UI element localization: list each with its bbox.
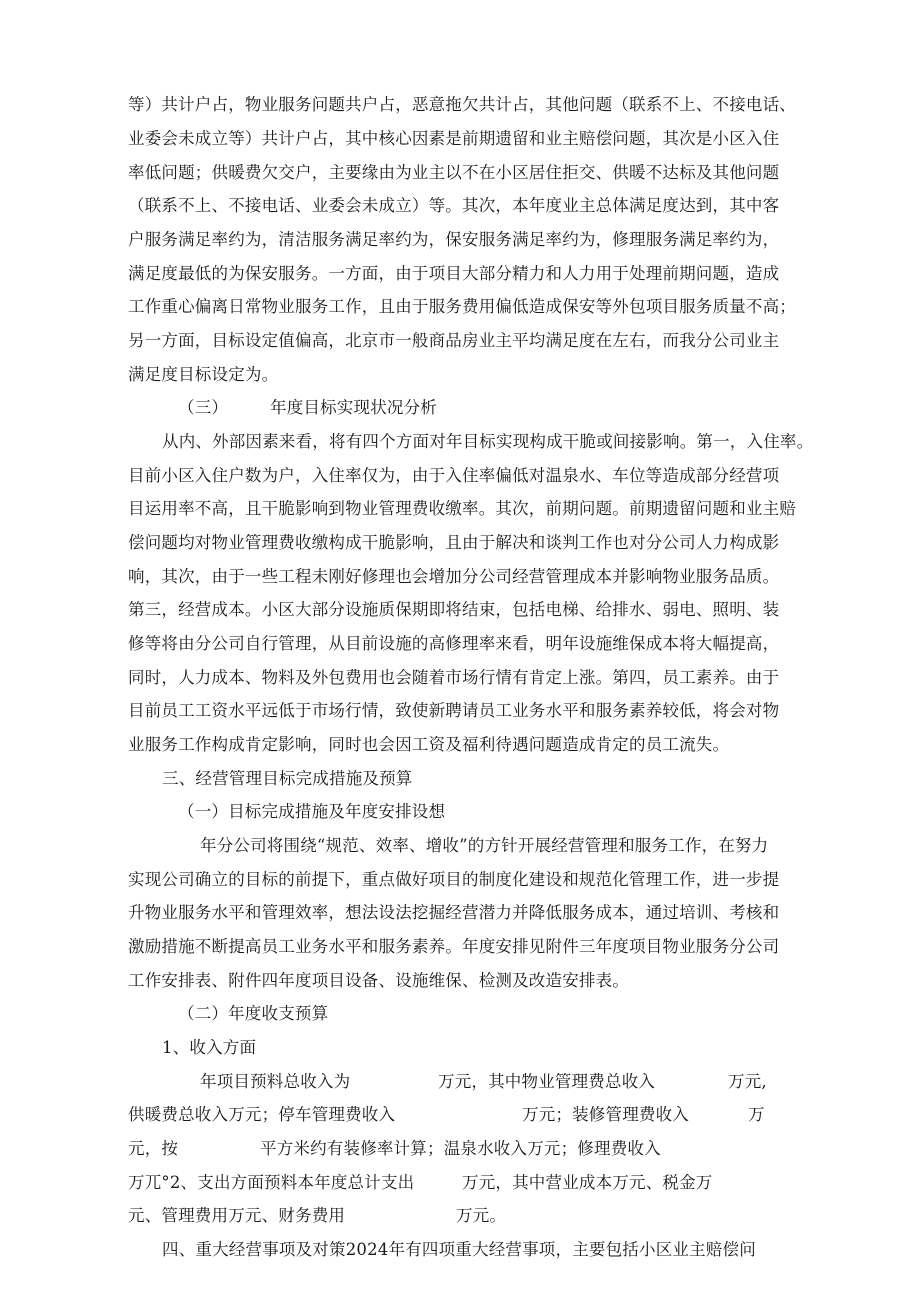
text-line: 目运用率不高，且干脆影响到物业管理费收缴率。其次，前期问题。前期遗留问题和业主赔 xyxy=(128,499,796,518)
text-line: 偿问题均对物业管理费收缴构成干脆影响，且由于解决和谈判工作也对分公司人力构成影 xyxy=(128,533,780,552)
text-fragment: 万 xyxy=(748,1105,765,1124)
text-fragment: 万元, xyxy=(728,1072,767,1091)
text-fragment: 万元；装修管理费收入 xyxy=(522,1105,689,1124)
text-line: 业委会未成立等）共计户占，其中核心因素是前期遗留和业主赔偿问题，其次是小区入住 xyxy=(128,129,780,148)
text-fragment: 年项目预料总收入为 xyxy=(200,1072,351,1091)
text-line: 同时，人力成本、物料及外包费用也会随着市场行情有肯定上涨。第四，员工素养。由于 xyxy=(128,668,780,687)
text-line: 业服务工作构成肯定影响，同时也会因工资及福利待遇问题造成肯定的员工流失。 xyxy=(128,735,730,754)
text-line: 满足度最低的为保安服务。一方面，由于项目大部分精力和人力用于处理前期问题，造成 xyxy=(128,264,780,283)
text-fragment: 万元。 xyxy=(456,1206,507,1225)
text-line: 目前小区入住户数为户，入住率仅为，由于入住率偏低对温泉水、车位等造成部分经营项 xyxy=(128,466,780,485)
text-line: 另一方面，目标设定值偏高，北京市一般商品房业主平均满足度在左右，而我分公司业主 xyxy=(128,331,780,350)
text-line: 户服务满足率约为，清洁服务满足率约为，保安服务满足率约为，修理服务满足率约为， xyxy=(128,230,780,249)
section-number: （三） xyxy=(178,398,229,417)
text-line: 实现公司确立的目标的前提下，重点做好项目的制度化建设和规范化管理工作，进一步提 xyxy=(128,870,780,889)
text-line: 工作安排表、附件四年度项目设备、设施维保、检测及改造安排表。 xyxy=(128,971,629,990)
text-line: 等）共计户占，物业服务问题共户占，恶意拖欠共计占，其他问题（联系不上、不接电话、 xyxy=(128,95,796,114)
text-line: 第三，经营成本。小区大部分设施质保期即将结束，包括电梯、给排水、弱电、照明、装 xyxy=(128,600,780,619)
section-heading: 四、重大经营事项及对策2024年有四项重大经营事项，主要包括小区业主赔偿问 xyxy=(162,1240,756,1259)
section-heading: 年度目标实现状况分析 xyxy=(270,398,437,417)
text-line: （联系不上、不接电话、业委会未成立）等。其次，本年度业主总体满足度达到，其中客 xyxy=(128,196,780,215)
subsection-heading: （一）目标完成措施及年度安排设想 xyxy=(178,802,446,821)
text-line: 目前员工工资水平远低于市场行情，致使新聘请员工业务水平和服务素养较低，将会对物 xyxy=(128,701,780,720)
list-heading: 1、收入方面 xyxy=(162,1038,257,1057)
text-fragment: 平方米约有装修率计算；温泉水收入万元；修理费收入 xyxy=(260,1139,661,1158)
text-fragment: 元、管理费用万元、财务费用 xyxy=(128,1206,346,1225)
section-heading: 三、经营管理目标完成措施及预算 xyxy=(162,769,413,788)
text-fragment: 元，按 xyxy=(128,1139,179,1158)
text-fragment: 万元，其中营业成本万元、税金万 xyxy=(462,1173,713,1192)
text-line: 工作重心偏离日常物业服务工作，且由于服务费用偏低造成保安等外包项目服务质量不高； xyxy=(128,297,796,316)
subsection-heading: （二）年度收支预算 xyxy=(178,1004,329,1023)
text-line: 年分公司将围绕“规范、效率、增收”的方针开展经营管理和服务工作，在努力 xyxy=(200,836,769,855)
text-line: 激励措施不断提高员工业务水平和服务素养。年度安排见附件三年度项目物业服务分公司 xyxy=(128,937,780,956)
text-line: 响，其次，由于一些工程未刚好修理也会增加分公司经营管理成本并影响物业服务品质。 xyxy=(128,567,780,586)
text-line: 满足度目标设定为。 xyxy=(128,365,279,384)
text-line: 率低问题；供暖费欠交户，主要缘由为业主以不在小区居住拒交、供暖不达标及其他问题 xyxy=(128,163,780,182)
text-line: 升物业服务水平和管理效率，想法设法挖掘经营潜力并降低服务成本，通过培训、考核和 xyxy=(128,903,780,922)
text-fragment: 供暖费总收入万元；停车管理费收入 xyxy=(128,1105,396,1124)
text-line: 修等将由分公司自行管理，从目前设施的高修理率来看，明年设施维保成本将大幅提高， xyxy=(128,634,780,653)
text-line: 从内、外部因素来看，将有四个方面对年目标实现构成干脆或间接影响。第一，入住率。 xyxy=(162,432,814,451)
text-fragment: 万兀°2、支出方面预料本年度总计支出 xyxy=(128,1173,415,1192)
text-fragment: 万元，其中物业管理费总收入 xyxy=(438,1072,656,1091)
